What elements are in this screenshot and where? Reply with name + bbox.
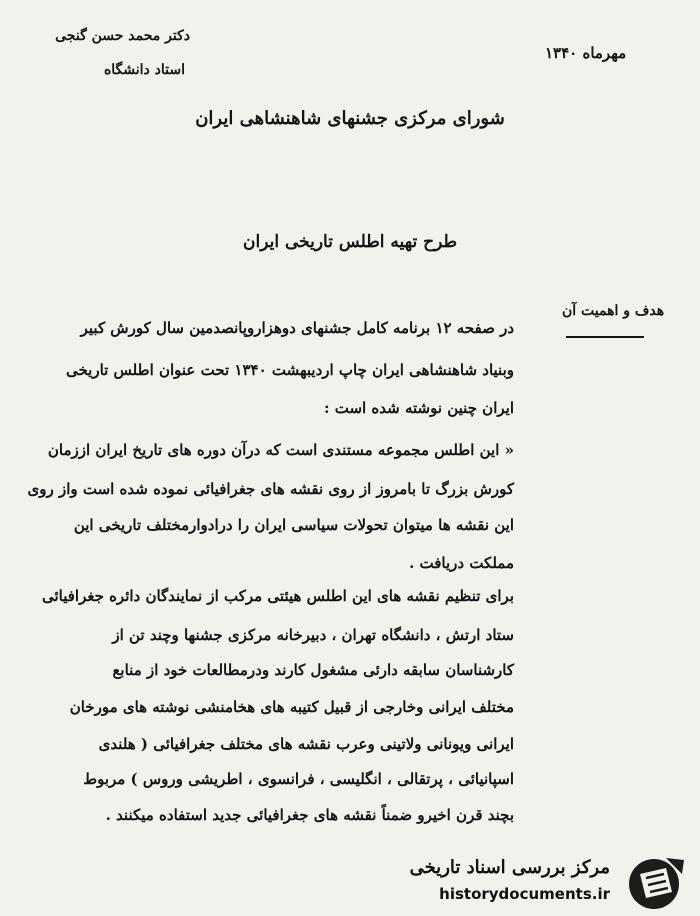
body-line: ایران چنین نوشته شده است : — [323, 399, 514, 417]
body-line: برای تنظیم نقشه های این اطلس هیئتی مرکب از نمایندگان دائره جغرافیائی — [41, 587, 514, 605]
footer-website-link[interactable]: historydocuments.ir — [439, 885, 610, 903]
body-line: کورش بزرگ تا بامروز از روی نقشه های جغرافیائی نموده شده است واز روی — [27, 480, 514, 498]
author-name: دکتر محمد حسن گنجی — [55, 28, 190, 44]
document-subject: طرح تهیه اطلس تاریخی ایران — [243, 232, 457, 252]
body-line: وبنیاد شاهنشاهی ایران چاپ اردیبهشت ۱۳۴۰ تحت عنوان اطلس تاریخی — [65, 361, 514, 379]
body-line: مختلف ایرانی وخارجی از قبیل کتیبه های هخامنشی نوشته های مورخان — [69, 698, 514, 716]
heading-underline — [566, 336, 644, 338]
body-line: ستاد ارتش ، دانشگاه تهران ، دبیرخانه مرکزی جشنها وچند تن از — [112, 626, 514, 644]
footer-title: مرکز بررسی اسناد تاریخی — [409, 857, 610, 878]
council-heading: شورای مرکزی جشنهای شاهنشاهی ایران — [195, 108, 505, 129]
section-heading: هدف و اهمیت آن — [562, 303, 665, 319]
body-line: « این اطلس مجموعه مستندی است که درآن دوره های تاریخ ایران اززمان — [47, 441, 514, 459]
author-title: استاد دانشگاه — [103, 62, 185, 78]
body-line: بچند قرن اخیرو ضمناً نقشه های جغرافیائی جدید استفاده میکنند . — [105, 806, 514, 824]
body-line: ایرانی ویونانی ولاتینی وعرب نقشه های مختلف جغرافیائی ( هلندی — [98, 735, 514, 753]
body-line: اسپانیائی ، پرتقالی ، انگلیسی ، فرانسوی ، اطریشی وروس ) مربوط — [83, 770, 514, 788]
archive-logo-icon — [626, 854, 686, 912]
body-line: این نقشه ها میتوان تحولات سیاسی ایران را درادوارمختلف تاریخی این — [73, 516, 514, 534]
document-date: مهرماه ۱۳۴۰ — [545, 44, 627, 62]
body-line: کارشناسان سابقه دارئی مشغول کارند ودرمطالعات خود از منابع — [112, 661, 514, 679]
body-line: در صفحه ۱۲ برنامه کامل جشنهای دوهزاروپانصدمین سال کورش کبیر — [80, 319, 514, 337]
body-line: مملکت دریافت . — [409, 554, 514, 572]
